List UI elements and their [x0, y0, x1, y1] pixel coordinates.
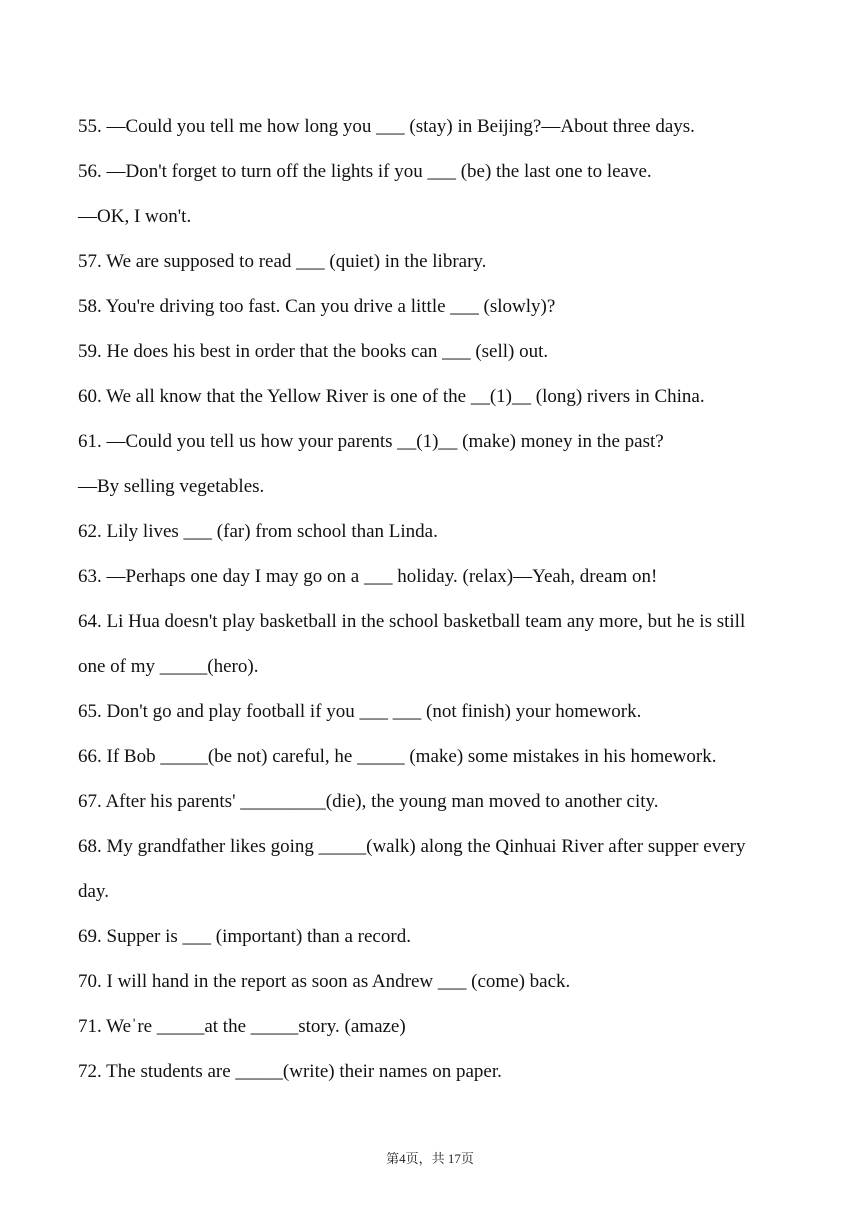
question-line: 56. —Don't forget to turn off the lights if you ___ (be) the last one to leave. — [78, 161, 652, 182]
question-line: —OK, I won't. — [78, 206, 192, 227]
question-line: 57. We are supposed to read ___ (quiet) in the library. — [78, 251, 487, 272]
question-line: day. — [78, 881, 109, 902]
question-line: 67. After his parents' _________(die), the young man moved to another city. — [78, 791, 659, 812]
question-line: 72. The students are _____(write) their names on paper. — [78, 1061, 502, 1082]
question-line: 55. —Could you tell me how long you ___ (stay) in Beijing?—About three days. — [78, 116, 695, 137]
question-line: 70. I will hand in the report as soon as Andrew ___ (come) back. — [78, 971, 571, 992]
question-line: one of my _____(hero). — [78, 656, 259, 677]
question-line: 64. Li Hua doesn't play basketball in the school basketball team any more, but he is still — [78, 611, 746, 632]
page-number-footer: 第4页，共 17页 — [386, 1151, 474, 1166]
question-line: 59. He does his best in order that the books can ___ (sell) out. — [78, 341, 549, 362]
question-line: 58. You're driving too fast. Can you drive a little ___ (slowly)? — [78, 296, 556, 317]
question-line: 65. Don't go and play football if you ___ ___ (not finish) your homework. — [78, 701, 642, 722]
question-line: 61. —Could you tell us how your parents __(1)__ (make) money in the past? — [78, 431, 664, 452]
question-line: 62. Lily lives ___ (far) from school than Linda. — [78, 521, 438, 542]
question-line: —By selling vegetables. — [78, 476, 265, 497]
question-list — [78, 110, 793, 1100]
question-line: 68. My grandfather likes going _____(walk) along the Qinhuai River after supper every — [78, 836, 746, 857]
question-line: 60. We all know that the Yellow River is one of the __(1)__ (long) rivers in China. — [78, 386, 705, 407]
question-line: 69. Supper is ___ (important) than a record. — [78, 926, 411, 947]
question-line: 71. Weˈre _____at the _____story. (amaze) — [78, 1016, 406, 1037]
question-line: 66. If Bob _____(be not) careful, he _____ (make) some mistakes in his homework. — [78, 746, 717, 767]
question-line: 63. —Perhaps one day I may go on a ___ holiday. (relax)—Yeah, dream on! — [78, 566, 658, 587]
